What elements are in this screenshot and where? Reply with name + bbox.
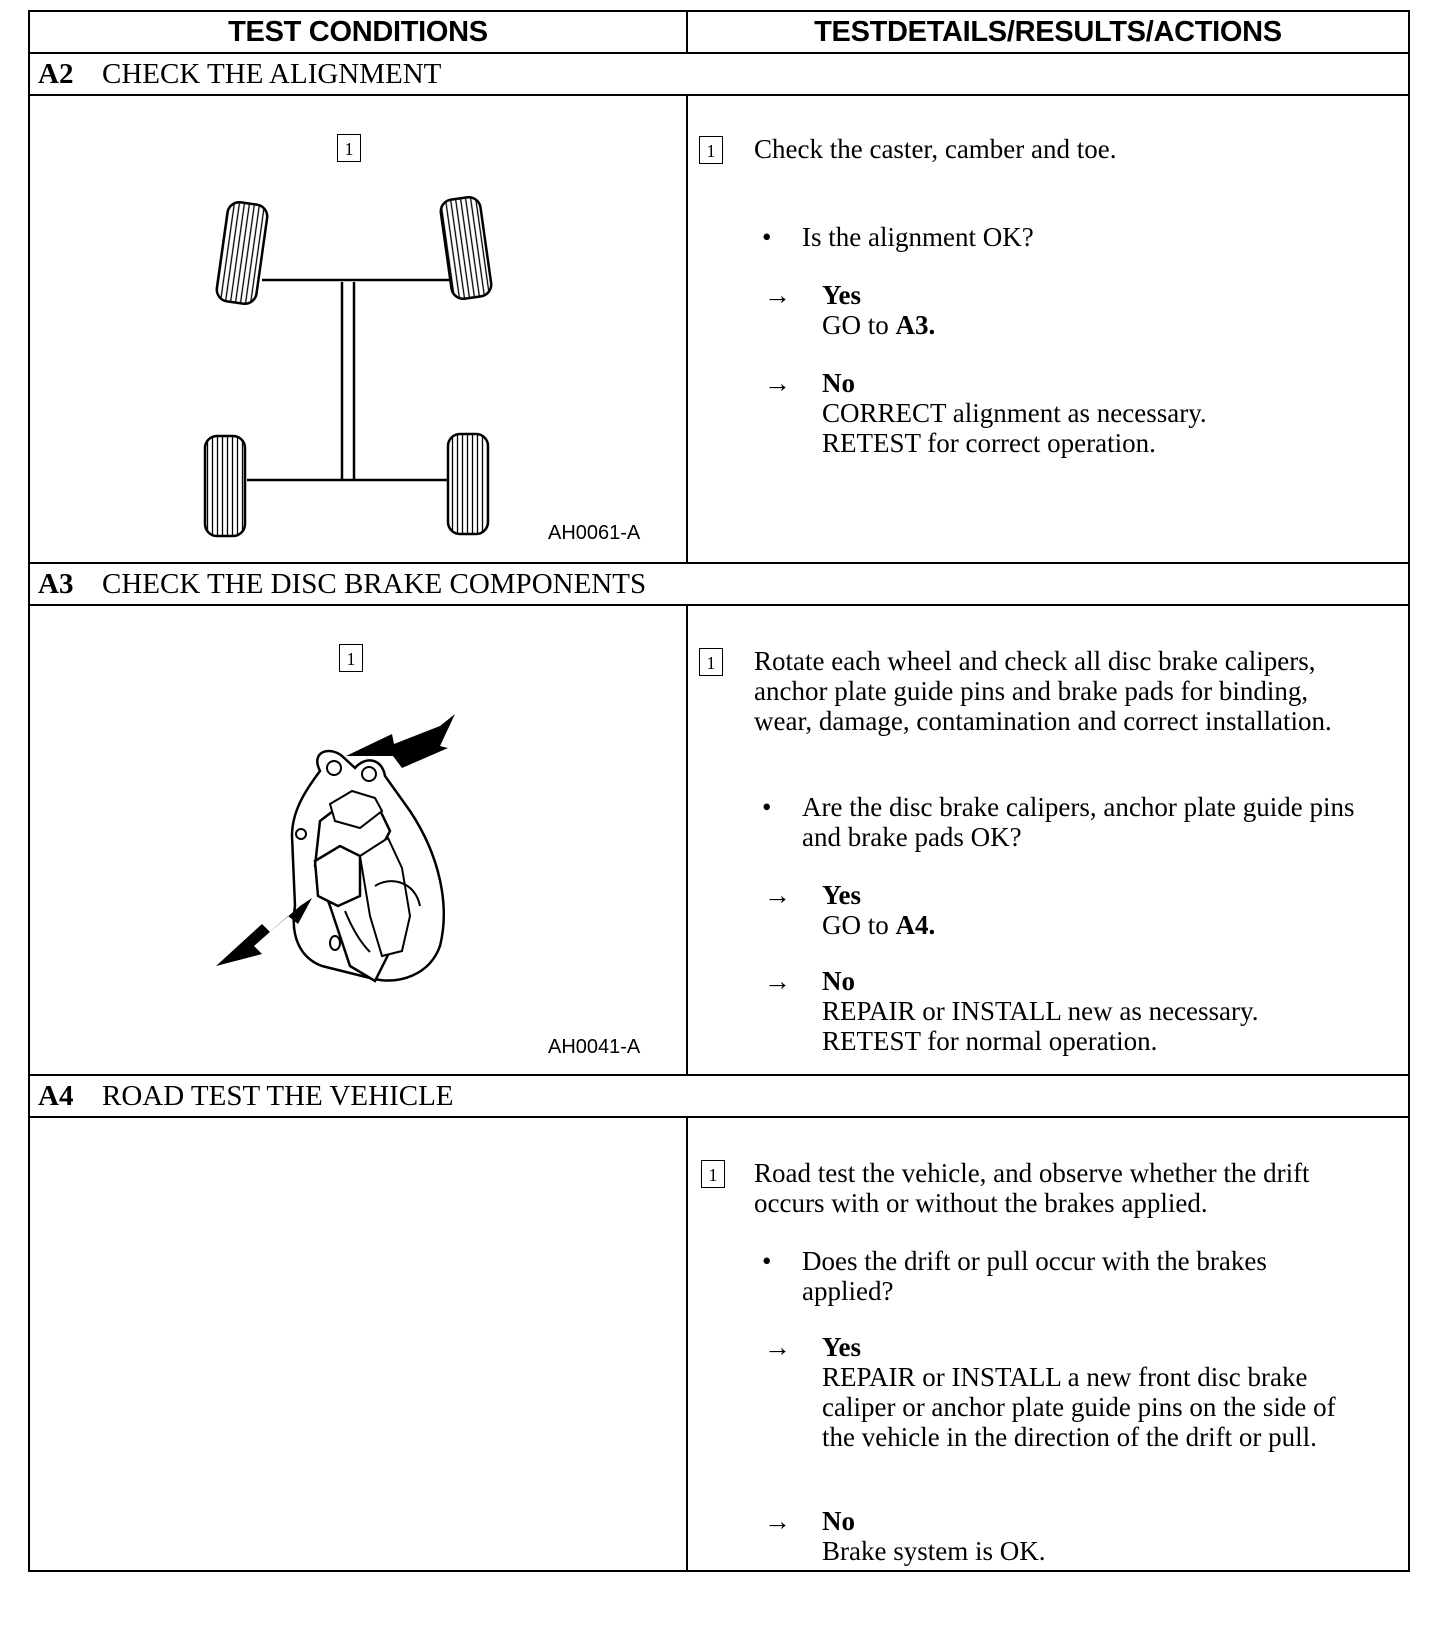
yes-label: Yes: [822, 880, 861, 910]
no-action: CORRECT alignment as necessary. RETEST for correct operation.: [822, 398, 1207, 458]
bullet-icon: •: [762, 792, 772, 822]
wheel-alignment-diagram-icon: [30, 96, 688, 562]
step-instruction: Rotate each wheel and check all disc brake calipers, anchor plate guide pins and brake pads for binding, wear, damage, contamination and correct installation.: [754, 646, 1332, 736]
arrow-right-icon: →: [764, 1332, 791, 1362]
bullet-icon: •: [762, 1246, 772, 1276]
step-number-box: 1: [701, 1160, 725, 1188]
arrow-right-icon: →: [764, 1506, 791, 1536]
yes-answer: [764, 280, 1392, 340]
test-conditions-a4: [29, 1117, 687, 1571]
yes-action: REPAIR or INSTALL a new front disc brake caliper or anchor plate guide pins on the side of the vehicle in the direction of the drift or pull.: [822, 1362, 1336, 1452]
header-test-details: TESTDETAILS/RESULTS/ACTIONS: [687, 11, 1409, 53]
test-details-a3: [687, 605, 1409, 1075]
no-label: No: [822, 1506, 855, 1536]
yes-action-text: GO to: [822, 910, 889, 940]
yes-target: A3.: [895, 310, 936, 340]
diagnostic-table-page: [28, 10, 1408, 1572]
yes-label: Yes: [822, 280, 861, 310]
question-text: Is the alignment OK?: [802, 222, 1034, 252]
test-conditions-a3: [29, 605, 687, 1075]
step-number-box: 1: [699, 648, 723, 676]
step-number-box: 1: [699, 136, 723, 164]
test-details-a2: [687, 95, 1409, 563]
test-conditions-a2: [29, 95, 687, 563]
yes-target: A4.: [895, 910, 936, 940]
step-instruction: Road test the vehicle, and observe whether the drift occurs with or without the brakes applied.: [754, 1158, 1310, 1218]
yes-answer: [764, 880, 1382, 940]
section-id: A4: [38, 1080, 74, 1112]
yes-answer: [764, 1332, 1362, 1452]
section-title: ROAD TEST THE VEHICLE: [102, 1080, 454, 1112]
question: [762, 222, 1382, 252]
header-test-conditions: TEST CONDITIONS: [29, 11, 687, 53]
no-answer: [764, 1506, 1362, 1566]
arrow-right-icon: →: [764, 880, 791, 910]
no-answer: [764, 966, 1322, 1056]
yes-action-text: GO to: [822, 310, 889, 340]
yes-action: [822, 310, 1392, 340]
section-id: A2: [38, 58, 74, 90]
no-action: Brake system is OK.: [822, 1536, 1046, 1566]
arrow-right-icon: →: [764, 280, 791, 310]
diagnostic-table: [28, 10, 1410, 1572]
figure-reference: AH0041-A: [548, 1036, 641, 1058]
test-details-a4: [687, 1117, 1409, 1571]
no-action: REPAIR or INSTALL new as necessary. RETEST for normal operation.: [822, 996, 1259, 1056]
yes-label: Yes: [822, 1332, 861, 1362]
section-id: A3: [38, 568, 74, 600]
figure-step-box: 1: [337, 134, 361, 162]
arrow-right-icon: →: [764, 966, 791, 996]
section-title: CHECK THE DISC BRAKE COMPONENTS: [102, 568, 647, 600]
disc-brake-caliper-diagram-icon: [30, 606, 688, 1074]
yes-action: [822, 910, 1382, 940]
arrow-right-icon: →: [764, 368, 791, 398]
section-heading-a2: [29, 53, 1409, 95]
question: [762, 1246, 1342, 1306]
bullet-icon: •: [762, 222, 772, 252]
no-label: No: [822, 966, 855, 996]
section-heading-a4: [29, 1075, 1409, 1117]
figure-reference: AH0061-A: [548, 522, 641, 544]
question: [762, 792, 1362, 852]
section-heading-a3: [29, 563, 1409, 605]
step-instruction: Check the caster, camber and toe.: [754, 134, 1117, 164]
figure-step-box: 1: [339, 644, 363, 672]
no-answer: [764, 368, 1392, 458]
no-label: No: [822, 368, 855, 398]
question-text: Does the drift or pull occur with the brakes applied?: [802, 1246, 1267, 1306]
question-text: Are the disc brake calipers, anchor plate guide pins and brake pads OK?: [802, 792, 1355, 852]
section-title: CHECK THE ALIGNMENT: [102, 58, 442, 90]
